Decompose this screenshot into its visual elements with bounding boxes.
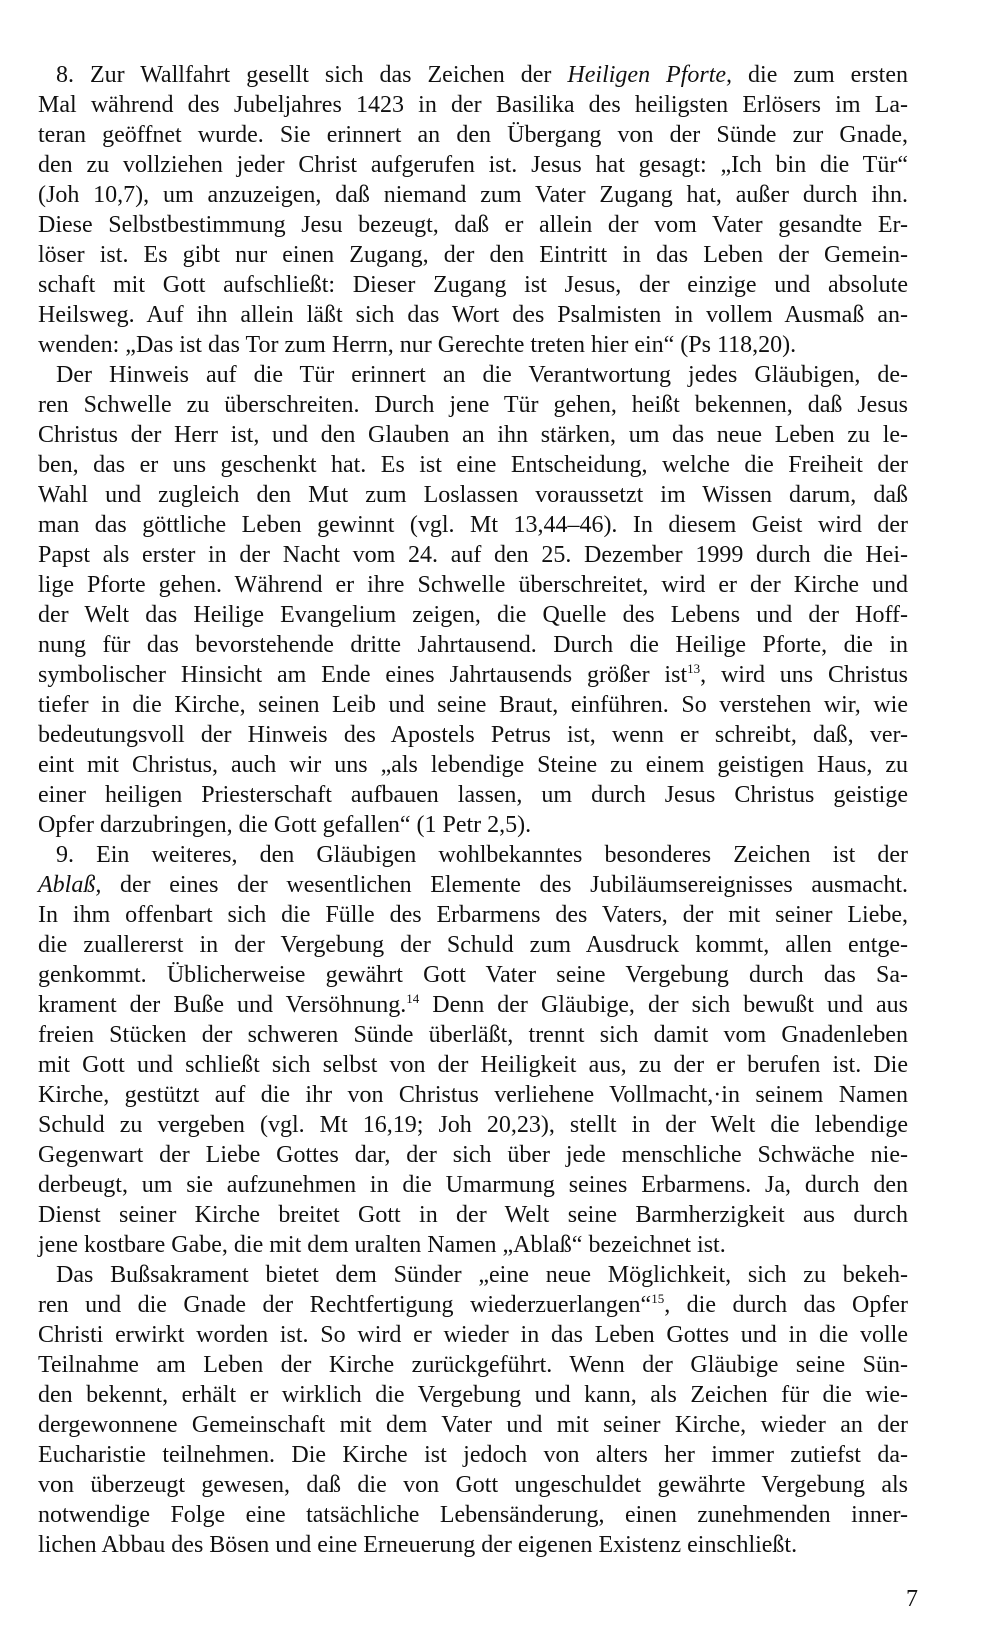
text-line: [20, 570, 908, 600]
text-run: Der Hinweis auf die Tür erinnert an die Verantwortung jedes Gläubigen, de-: [56, 362, 908, 388]
text-run: symbolischer Hinsicht am Ende eines Jahrtausends größer ist: [38, 662, 688, 688]
text-line: [20, 360, 908, 390]
text-line: [20, 1530, 908, 1560]
page-number: 7: [906, 1586, 918, 1612]
text-line: [20, 690, 908, 720]
text-run: derbeugt, um sie aufzunehmen in die Umarmung seines Erbarmens. Ja, durch den: [38, 1172, 908, 1198]
text-run: Teilnahme am Leben der Kirche zurückgeführt. Wenn der Gläubige seine Sün-: [38, 1352, 908, 1378]
text-run: ren Schwelle zu überschreiten. Durch jene Tür gehen, heißt bekennen, daß Jesus: [38, 392, 908, 418]
document-body: [20, 60, 908, 1560]
text-run: löser ist. Es gibt nur einen Zugang, der den Eintritt in das Leben der Gemein-: [38, 242, 908, 268]
text-run: Opfer darzubringen, die Gott gefallen“ (1 Petr 2,5).: [38, 812, 532, 838]
text-run: 9. Ein weiteres, den Gläubigen wohlbekanntes besonderes Zeichen ist der: [56, 842, 908, 868]
text-run: 8. Zur Wallfahrt gesellt sich das Zeichen der: [56, 62, 568, 88]
text-run: Papst als erster in der Nacht vom 24. auf den 25. Dezember 1999 durch die Hei-: [38, 542, 908, 568]
paragraph: [20, 60, 908, 360]
text-run: Wahl und zugleich den Mut zum Loslassen voraussetzt im Wissen darum, daß: [38, 482, 908, 508]
text-run: genkommt. Üblicherweise gewährt Gott Vater seine Vergebung durch das Sa-: [38, 962, 908, 988]
text-line: [20, 870, 908, 900]
text-line: [20, 1080, 908, 1110]
text-line: [20, 1200, 908, 1230]
text-line: [20, 1500, 908, 1530]
text-line: [20, 480, 908, 510]
text-line: [20, 450, 908, 480]
text-run: schaft mit Gott aufschließt: Dieser Zugang ist Jesus, der einzige und absolute: [38, 272, 908, 298]
text-run: Das Bußsakrament bietet dem Sünder „eine neue Möglichkeit, sich zu bekeh-: [56, 1262, 908, 1288]
text-line: [20, 150, 908, 180]
text-line: [20, 240, 908, 270]
text-line: [20, 1020, 908, 1050]
text-run: dergewonnene Gemeinschaft mit dem Vater und mit seiner Kirche, wieder an der: [38, 1412, 908, 1438]
text-run: (Joh 10,7), um anzuzeigen, daß niemand zum Vater Zugang hat, außer durch ihn.: [38, 182, 908, 208]
text-line: [20, 540, 908, 570]
text-run: lige Pforte gehen. Während er ihre Schwelle überschreitet, wird er der Kirche und: [38, 572, 908, 598]
text-run: notwendige Folge eine tatsächliche Lebensänderung, einen zunehmenden inner-: [38, 1502, 908, 1528]
text-line: [20, 1350, 908, 1380]
text-line: [20, 1260, 908, 1290]
text-run: Denn der Gläubige, der sich bewußt und aus: [419, 992, 908, 1018]
text-run: der Welt das Heilige Evangelium zeigen, die Quelle des Lebens und der Hoff-: [38, 602, 908, 628]
text-run: Dienst seiner Kirche breitet Gott in der Welt seine Barmherzigkeit aus durch: [38, 1202, 908, 1228]
text-run: teran geöffnet wurde. Sie erinnert an den Übergang von der Sünde zur Gnade,: [38, 122, 908, 148]
italic-term: Ablaß,: [38, 872, 102, 898]
text-line: [20, 180, 908, 210]
text-run: Diese Selbstbestimmung Jesu bezeugt, daß er allein der vom Vater gesandte Er-: [38, 212, 908, 238]
text-line: [20, 390, 908, 420]
text-line: [20, 900, 908, 930]
text-line: [20, 1050, 908, 1080]
text-run: Eucharistie teilnehmen. Die Kirche ist jedoch von alters her immer zutiefst da-: [38, 1442, 908, 1468]
paragraph: [20, 360, 908, 840]
text-line: [20, 1290, 908, 1320]
text-line: [20, 840, 908, 870]
text-run: ben, das er uns geschenkt hat. Es ist eine Entscheidung, welche die Freiheit der: [38, 452, 908, 478]
text-run: eint mit Christus, auch wir uns „als lebendige Steine zu einem geistigen Haus, zu: [38, 752, 908, 778]
text-run: den bekennt, erhält er wirklich die Vergebung und kann, als Zeichen für die wie-: [38, 1382, 908, 1408]
text-run: Mal während des Jubeljahres 1423 in der Basilika des heiligsten Erlösers im La-: [38, 92, 908, 118]
text-line: [20, 810, 908, 840]
text-run: ren und die Gnade der Rechtfertigung wiederzuerlangen“: [38, 1292, 652, 1318]
footnote-ref: 13: [687, 661, 701, 676]
text-line: [20, 1380, 908, 1410]
text-line: [20, 270, 908, 300]
text-line: [20, 1140, 908, 1170]
text-line: [20, 330, 908, 360]
text-run: , wird uns Christus: [700, 662, 908, 688]
text-run: nung für das bevorstehende dritte Jahrtausend. Durch die Heilige Pforte, die in: [38, 632, 908, 658]
text-line: [20, 1410, 908, 1440]
text-run: Christus der Herr ist, und den Glauben an ihn stärken, um das neue Leben zu le-: [38, 422, 908, 448]
text-line: [20, 660, 908, 690]
italic-term: Heiligen Pforte,: [567, 62, 733, 88]
text-run: wenden: „Das ist das Tor zum Herrn, nur Gerechte treten hier ein“ (Ps 118,20).: [38, 332, 797, 358]
paragraph: [20, 840, 908, 1260]
text-run: einer heiligen Priesterschaft aufbauen lassen, um durch Jesus Christus geistige: [38, 782, 908, 808]
text-line: [20, 1440, 908, 1470]
text-line: [20, 720, 908, 750]
text-run: jene kostbare Gabe, die mit dem uralten Namen „Ablaß“ bezeichnet ist.: [38, 1232, 726, 1258]
text-line: [20, 990, 908, 1020]
footnote-ref: 15: [651, 1291, 665, 1306]
paragraph: [20, 1260, 908, 1560]
text-run: krament der Buße und Versöhnung.: [38, 992, 407, 1018]
text-run: Heilsweg. Auf ihn allein läßt sich das Wort des Psalmisten in vollem Ausmaß an-: [38, 302, 908, 328]
text-line: [20, 210, 908, 240]
text-run: Kirche, gestützt auf die ihr von Christus verliehene Vollmacht,·in seinem Namen: [38, 1082, 908, 1108]
text-line: [20, 1170, 908, 1200]
text-line: [20, 780, 908, 810]
text-run: die zum ersten: [732, 62, 908, 88]
text-run: tiefer in die Kirche, seinen Leib und seine Braut, einführen. So verstehen wir, wie: [38, 692, 908, 718]
text-run: Christi erwirkt worden ist. So wird er wieder in das Leben Gottes und in die volle: [38, 1322, 908, 1348]
text-line: [20, 420, 908, 450]
text-line: [20, 510, 908, 540]
text-run: den zu vollziehen jeder Christ aufgerufen ist. Jesus hat gesagt: „Ich bin die Tür“: [38, 152, 908, 178]
text-line: [20, 930, 908, 960]
text-run: man das göttliche Leben gewinnt (vgl. Mt 13,44–46). In diesem Geist wird der: [38, 512, 908, 538]
text-run: freien Stücken der schweren Sünde überläßt, trennt sich damit vom Gnadenleben: [38, 1022, 908, 1048]
text-line: [20, 1470, 908, 1500]
text-line: [20, 60, 908, 90]
text-line: [20, 600, 908, 630]
text-line: [20, 120, 908, 150]
text-run: bedeutungsvoll der Hinweis des Apostels Petrus ist, wenn er schreibt, daß, ver-: [38, 722, 908, 748]
text-run: lichen Abbau des Bösen und eine Erneuerung der eigenen Existenz einschließt.: [38, 1532, 798, 1558]
text-run: , die durch das Opfer: [664, 1292, 908, 1318]
text-line: [20, 90, 908, 120]
text-line: [20, 750, 908, 780]
text-run: von überzeugt gewesen, daß die von Gott ungeschuldet gewährte Vergebung als: [38, 1472, 908, 1498]
text-line: [20, 630, 908, 660]
text-line: [20, 960, 908, 990]
text-line: [20, 1320, 908, 1350]
text-line: [20, 1110, 908, 1140]
text-line: [20, 300, 908, 330]
text-run: Gegenwart der Liebe Gottes dar, der sich über jede menschliche Schwäche nie-: [38, 1142, 908, 1168]
text-line: [20, 1230, 908, 1260]
text-run: der eines der wesentlichen Elemente des Jubiläumsereignisses ausmacht.: [101, 872, 908, 898]
text-run: mit Gott und schließt sich selbst von der Heiligkeit aus, zu der er berufen ist. Die: [38, 1052, 908, 1078]
footnote-ref: 14: [406, 991, 420, 1006]
text-run: In ihm offenbart sich die Fülle des Erbarmens des Vaters, der mit seiner Liebe,: [38, 902, 908, 928]
text-run: Schuld zu vergeben (vgl. Mt 16,19; Joh 20,23), stellt in der Welt die lebendige: [38, 1112, 908, 1138]
text-run: die zuallererst in der Vergebung der Schuld zum Ausdruck kommt, allen entge-: [38, 932, 908, 958]
